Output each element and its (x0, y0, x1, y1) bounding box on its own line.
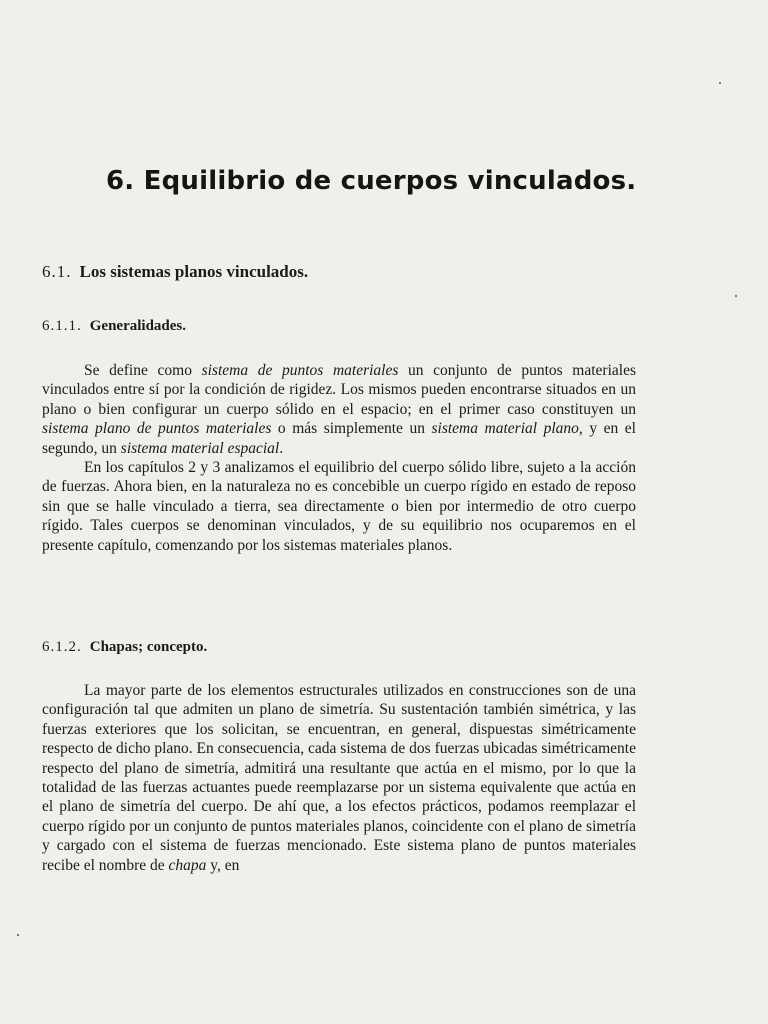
text-run: , y en el segundo, un (42, 420, 636, 457)
subsection-heading-generalidades (42, 318, 186, 335)
paragraph: En los capítulos 2 y 3 analizamos el equilibrio del cuerpo sólido libre, sujeto a la acción de fuerzas. Ahora bien, en la naturaleza no es concebible un cuerpo rígido en estado de reposo sin que se halle vinculado a tierra, sea directamente o bien por intermedio de otro cuerpo rígido. Tales cuerpos se denominan vinculados, y de su equilibrio nos ocuparemos en el presente capítulo, comenzando por los sistemas materiales planos. (42, 459, 636, 554)
subsection-number: 6.1.2. (42, 639, 82, 655)
section-heading (42, 262, 308, 282)
text-run: un conjunto de puntos materiales vinculados entre sí por la condición de rigidez. Los mismos pueden encontrarse situados en un plano o bien configurar un cuerpo sólido en el espacio; en el primer caso constituyen un (42, 362, 636, 418)
section-number: 6.1. (42, 262, 72, 281)
subsection-number: 6.1.1. (42, 318, 82, 334)
text-run: o más simplemente un (271, 420, 432, 438)
subsection-title: Generalidades. (89, 318, 186, 334)
scan-speck (735, 295, 737, 297)
text-run: La mayor parte de los elementos estructurales utilizados en construcciones son de una configuración tal que admiten un plano de simetría. Su sustentación también simétrica, y las fuerzas exteriores que los solicitan, se encuentran, en general, dispuestas simétricamente respecto de dicho plano. En consecuencia, cada sistema de dos fuerzas ubicadas simétricamente respecto del plano de simetría, admitirá una resultante que actúa en el mismo, por lo que la totalidad de las fuerzas actuantes puede reemplazarse por un sistema equivalente que actúa en el plano de simetría del cuerpo. De ahí que, a los efectos prácticos, podamos reemplazar el cuerpo rígido por un conjunto de puntos materiales planos, coincidente con el plano de simetría y cargado con el sistema de fuerzas mencionado. Este sistema plano de puntos materiales recibe el nombre de (42, 682, 636, 874)
text-block-generalidades (42, 361, 636, 555)
text-run: y, en (206, 856, 240, 874)
text-run: . (279, 439, 284, 457)
paragraph (42, 681, 636, 875)
subsection-title: Chapas; concepto. (89, 639, 208, 655)
italic-term: sistema plano de puntos materiales (42, 420, 272, 438)
text-run: Se define como (84, 362, 202, 379)
scan-speck (719, 82, 721, 84)
subsection-heading-chapas (42, 639, 207, 656)
italic-term: sistema de puntos materiales (201, 362, 399, 379)
chapter-title: 6. Equilibrio de cuerpos vinculados. (106, 166, 637, 196)
text-block-chapas (42, 681, 636, 875)
italic-term: sistema material espacial (120, 439, 280, 457)
section-title: Los sistemas planos vinculados. (79, 262, 309, 281)
paragraph (42, 361, 636, 458)
italic-term: sistema material plano (431, 420, 579, 438)
scan-speck (17, 934, 19, 936)
italic-term: chapa (168, 856, 207, 874)
